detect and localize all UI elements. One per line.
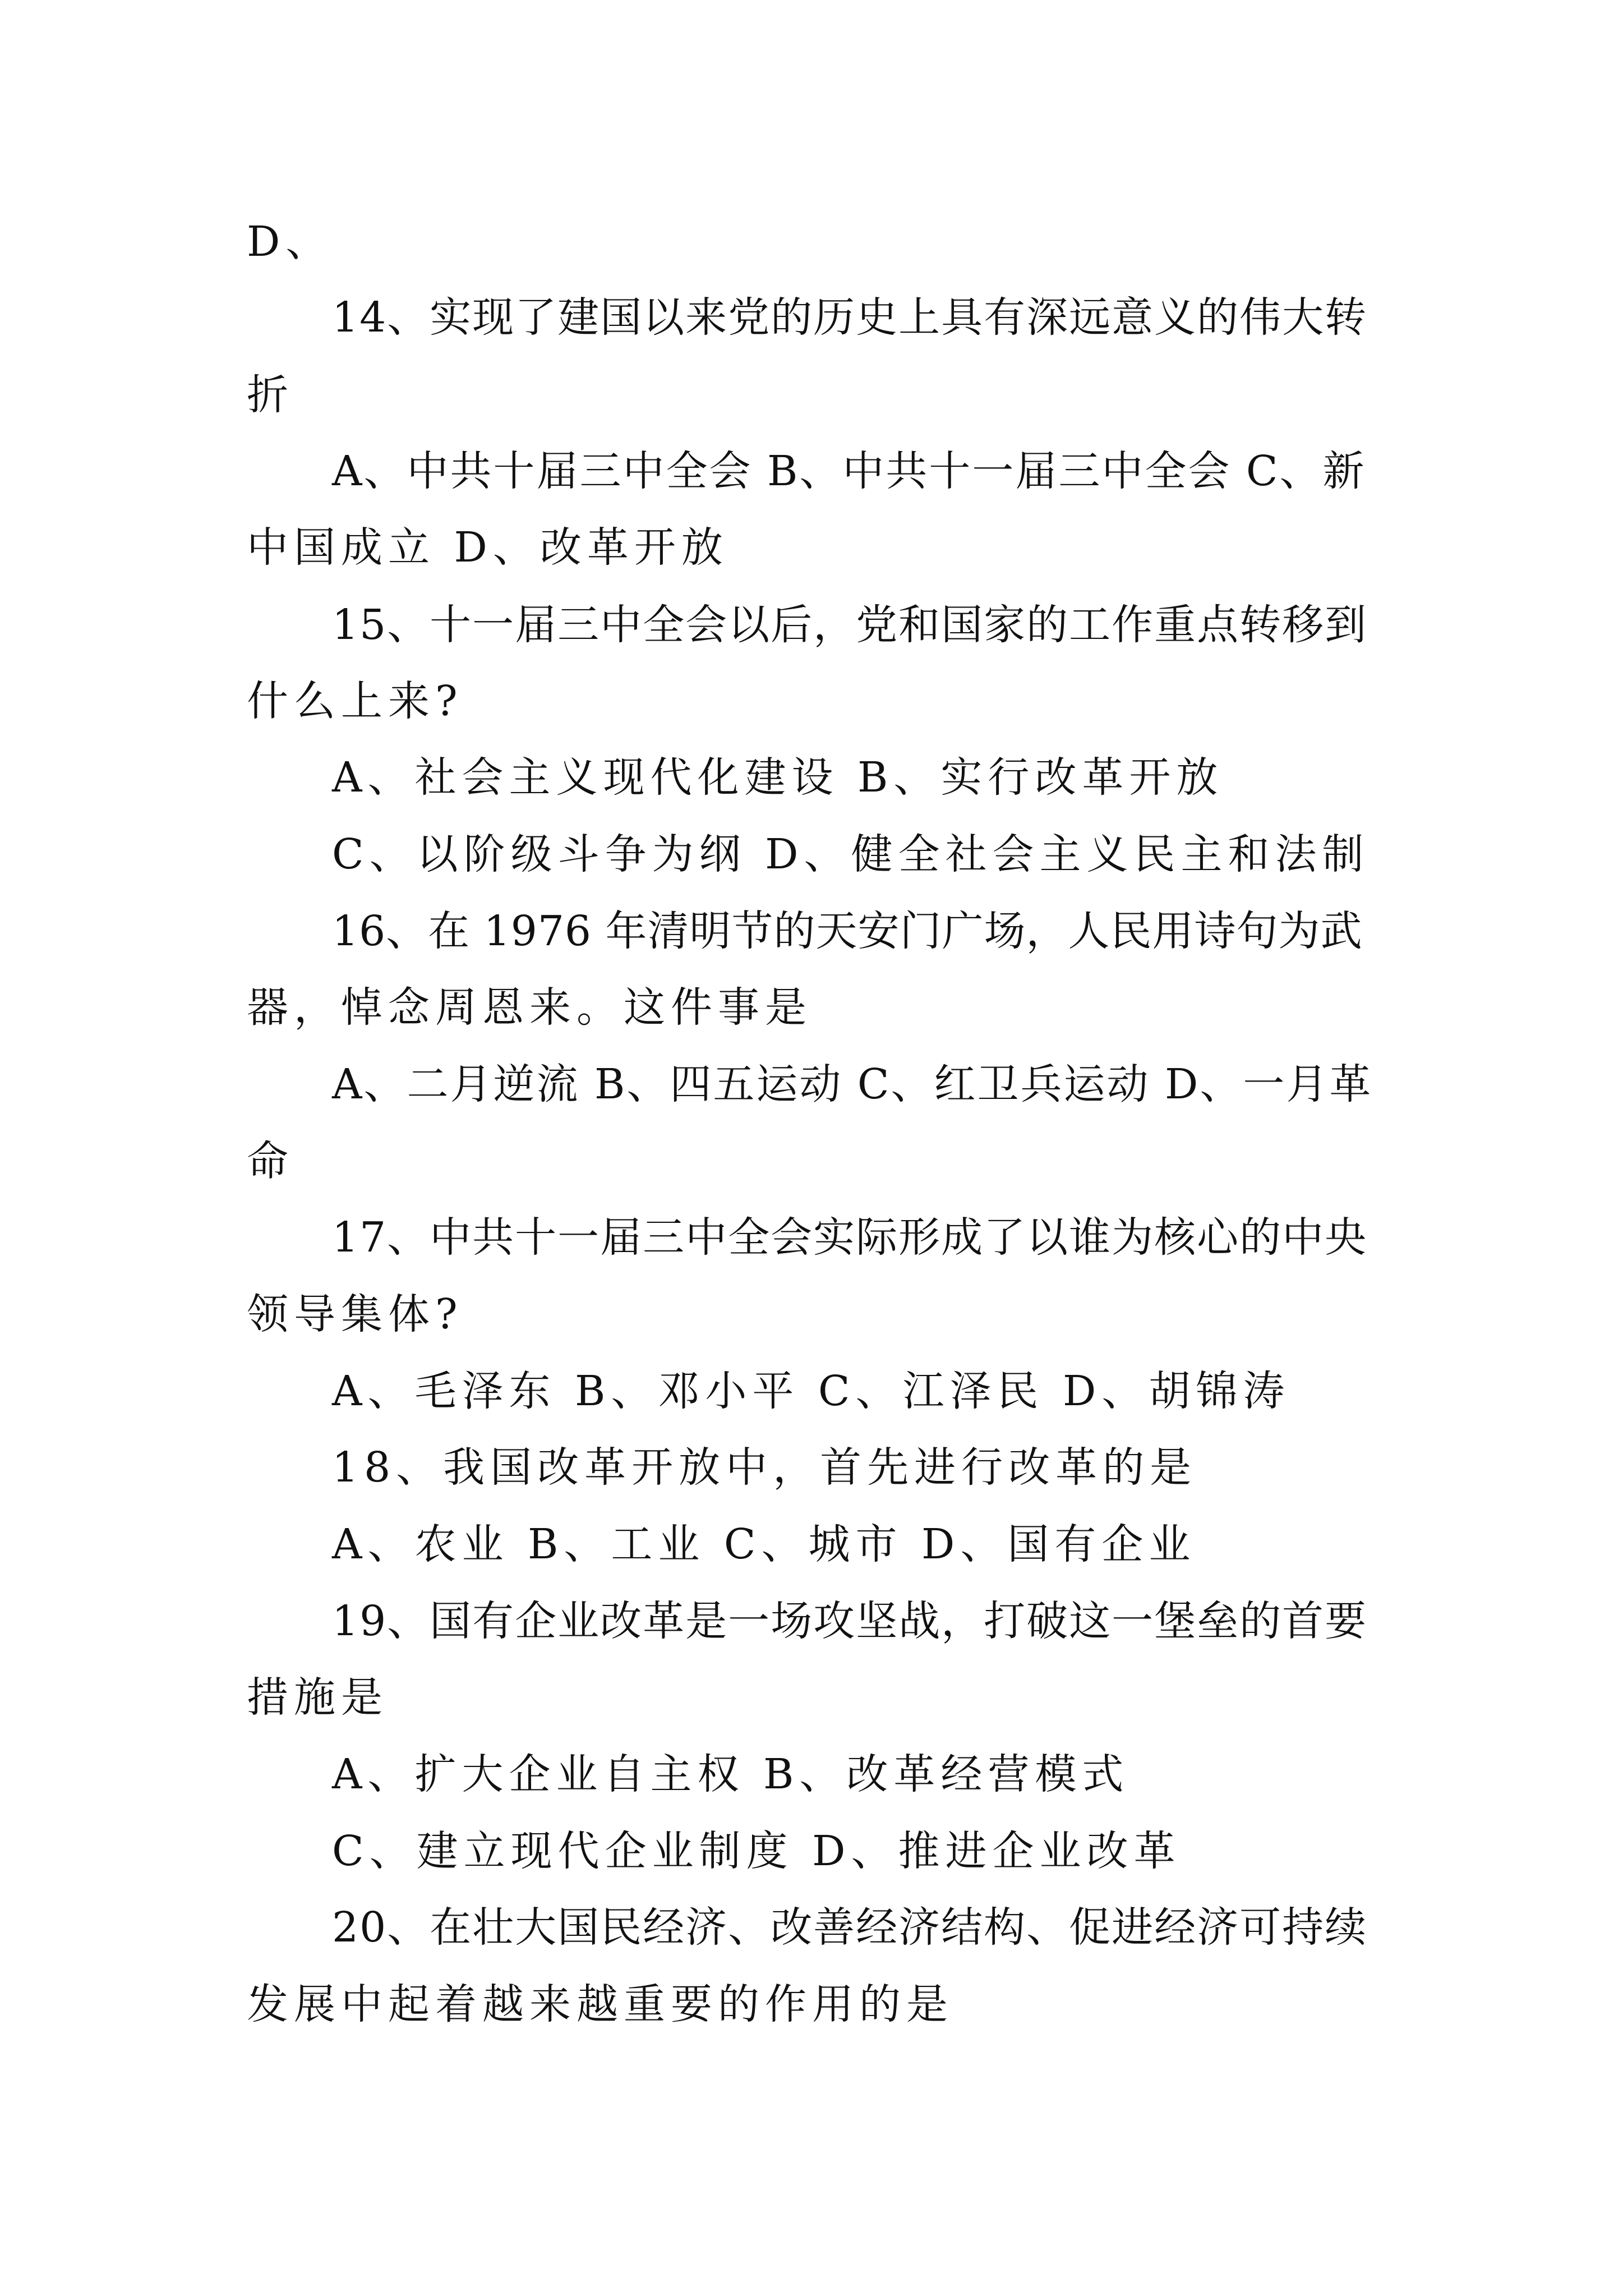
- question-19: 19、国有企业改革是一场攻坚战，打破这一堡垒的首要: [332, 1597, 1368, 1645]
- options-18: A、农业 B、工业 C、城市 D、国有企业: [332, 1520, 1196, 1568]
- options-19-ab: A、扩大企业自主权 B、改革经营模式: [332, 1750, 1129, 1798]
- question-20-cont: 发展中起着越来越重要的作用的是: [247, 1980, 953, 2028]
- question-14: 14、实现了建国以来党的历史上具有深远意义的伟大转: [332, 293, 1368, 342]
- question-18: 18、我国改革开放中，首先进行改革的是: [332, 1443, 1197, 1492]
- question-19-cont: 措施是: [247, 1673, 388, 1722]
- question-15: 15、十一届三中全会以后，党和国家的工作重点转移到: [332, 601, 1368, 649]
- options-19-cd: C、建立现代企业制度 D、推进企业改革: [332, 1827, 1181, 1875]
- options-17: A、毛泽东 B、邓小平 C、江泽民 D、胡锦涛: [332, 1367, 1290, 1415]
- question-17: 17、中共十一届三中全会实际形成了以谁为核心的中央: [332, 1213, 1368, 1262]
- question-17-cont: 领导集体?: [247, 1290, 463, 1338]
- question-15-cont: 什么上来?: [247, 677, 463, 725]
- question-16: 16、在 1976 年清明节的天安门广场，人民用诗句为武: [332, 907, 1363, 955]
- question-14-cont: 折: [247, 371, 294, 419]
- question-16-cont: 器，悼念周恩来。这件事是: [247, 983, 812, 1032]
- options-15-ab: A、社会主义现代化建设 B、实行改革开放: [332, 753, 1224, 802]
- question-20: 20、在壮大国民经济、改善经济结构、促进经济可持续: [332, 1903, 1368, 1952]
- options-16: A、二月逆流 B、四五运动 C、红卫兵运动 D、一月革: [332, 1060, 1373, 1108]
- answer-line: D、: [247, 218, 333, 266]
- options-15-cd: C、以阶级斗争为纲 D、健全社会主义民主和法制: [332, 830, 1370, 878]
- options-16-cont: 命: [247, 1137, 294, 1185]
- options-14-cont: 中国成立 D、改革开放: [247, 523, 728, 572]
- options-14: A、中共十届三中全会 B、中共十一届三中全会 C、新: [332, 447, 1366, 495]
